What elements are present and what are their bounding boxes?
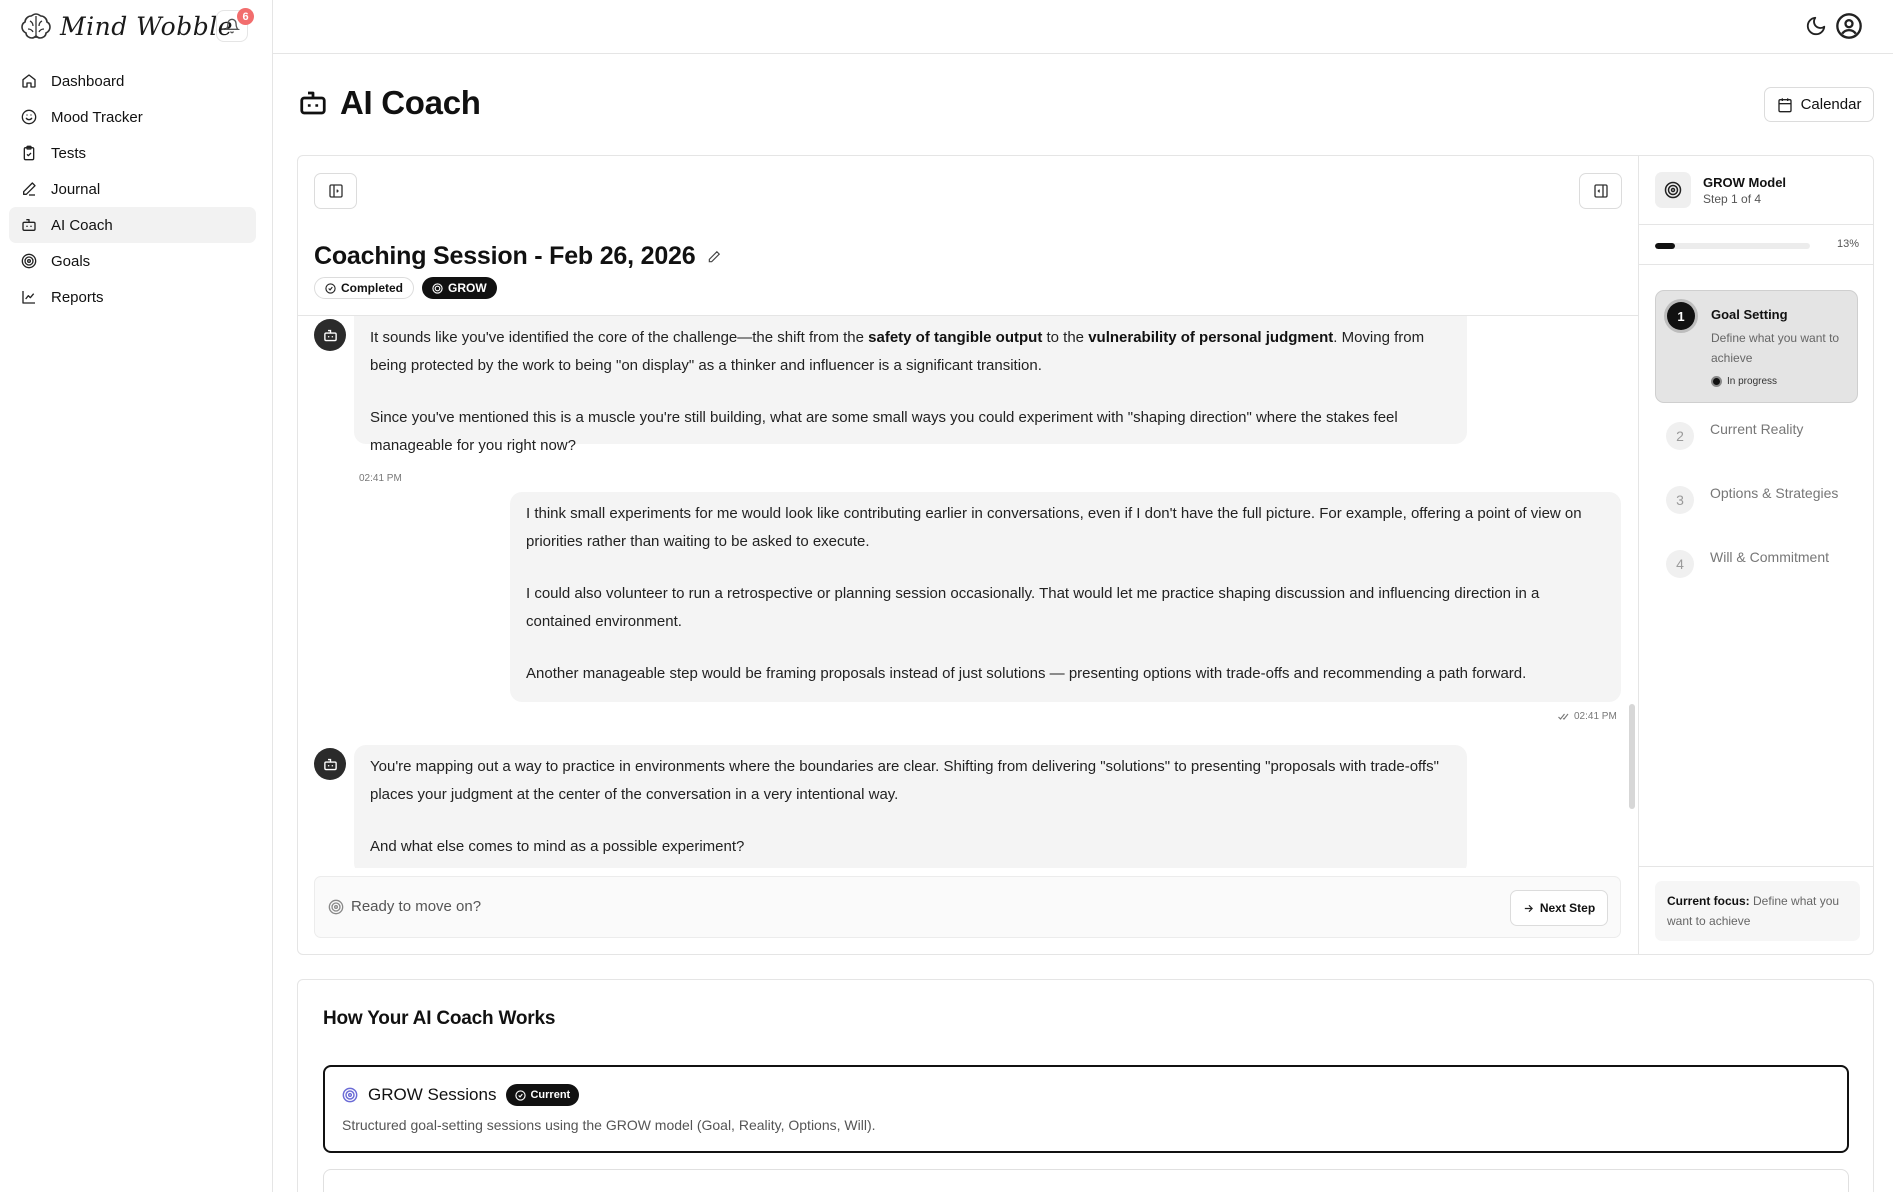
- current-badge-label: Current: [530, 1089, 571, 1101]
- grow-panel-icon-box: [1655, 172, 1691, 208]
- card-description: Structured goal-setting sessions using the GROW model (Goal, Reality, Options, Will).: [342, 1117, 876, 1133]
- step-title: Will & Commitment: [1710, 549, 1830, 565]
- ready-text: Ready to move on?: [351, 898, 482, 915]
- sidebar-item-goals[interactable]: [9, 243, 256, 279]
- brand-name: Mind Wobble: [60, 11, 233, 41]
- target-icon: [432, 283, 443, 294]
- step-status-label: In progress: [1727, 376, 1778, 387]
- session-title-text: Coaching Session - Feb 26, 2026: [314, 242, 696, 270]
- sidebar-item-label: Mood Tracker: [51, 108, 143, 126]
- grow-sessions-card[interactable]: [323, 1065, 1849, 1153]
- divider: [1639, 264, 1874, 265]
- assistant-message: [354, 316, 1467, 454]
- divider: [1639, 224, 1874, 225]
- brain-logo-icon: [20, 10, 52, 42]
- message-paragraph: Another manageable step would be framing proposals instead of just solutions — presenting options with trade-offs and recommending a path forward.: [526, 665, 1527, 682]
- timestamp-text: 02:41 PM: [1574, 711, 1617, 722]
- message-paragraph: Since you've mentioned this is a muscle you're still building, what are some small ways you could experiment with "shaping direction" where the stakes feel manageable for you right now?: [370, 409, 1398, 454]
- moon-icon[interactable]: [1805, 15, 1827, 37]
- card-title: GROW Sessions: [368, 1085, 497, 1104]
- how-it-works-section: [297, 979, 1874, 1192]
- current-focus-label: Current focus:: [1667, 894, 1750, 908]
- message-text: . Moving from being protected by the work to being "on display" as a thinker and influencer is a significant transition.: [370, 329, 1425, 374]
- user-message: [510, 492, 1621, 702]
- check-circle-icon: [325, 283, 336, 294]
- message-list[interactable]: [298, 316, 1638, 868]
- current-focus-box: [1655, 881, 1860, 941]
- step-number: 1: [1667, 302, 1695, 330]
- panel-right-icon: [1593, 183, 1609, 199]
- message-paragraph: And what else comes to mind as a possible experiment?: [370, 838, 745, 855]
- edit-pencil-icon[interactable]: [707, 250, 721, 264]
- bot-icon: [323, 757, 338, 772]
- grow-badge-label: GROW: [448, 281, 487, 295]
- sidebar-item-label: Reports: [51, 288, 104, 306]
- home-icon: [21, 73, 37, 89]
- current-badge: [506, 1084, 579, 1106]
- pen-icon: [21, 181, 37, 197]
- toggle-sessions-sidebar-button[interactable]: [314, 173, 357, 209]
- sidebar-item-label: Goals: [51, 252, 91, 270]
- coaching-session-card: [297, 155, 1874, 955]
- in-progress-dot-icon: [1711, 376, 1722, 387]
- message-paragraph: I could also volunteer to run a retrospective or planning session occasionally. That would let me practice shaping discussion and influencing direction in a contained environment.: [526, 585, 1540, 630]
- smile-icon: [21, 109, 37, 125]
- how-it-works-title: How Your AI Coach Works: [323, 1008, 556, 1029]
- step-number: 2: [1666, 422, 1694, 450]
- chat-scrollbar[interactable]: [1629, 704, 1635, 809]
- sidebar-item-label: Dashboard: [51, 72, 125, 90]
- sidebar: [0, 0, 273, 1192]
- message-timestamp: 02:41 PM: [359, 473, 402, 484]
- page-title: [298, 84, 481, 122]
- ready-to-move-bar: [314, 876, 1621, 938]
- grow-step-goal-setting[interactable]: [1655, 290, 1858, 403]
- session-title: [314, 242, 721, 271]
- step-title: Options & Strategies: [1710, 485, 1839, 501]
- calendar-button-label: Calendar: [1800, 96, 1862, 113]
- grow-panel-title: GROW Model: [1703, 174, 1787, 190]
- message-paragraph: I think small experiments for me would look like contributing earlier in conversations, even if I don't have the full picture. For example, offering a point of view on priorities rather than waiting to be asked to execute.: [526, 505, 1582, 550]
- sidebar-item-dashboard[interactable]: [9, 63, 256, 99]
- step-title: Goal Setting: [1711, 307, 1788, 322]
- grow-progress-bar: [1655, 243, 1810, 249]
- next-mode-card[interactable]: [323, 1169, 1849, 1192]
- double-check-icon: [1558, 712, 1570, 721]
- assistant-avatar: [314, 748, 346, 780]
- status-badge-label: Completed: [341, 281, 404, 295]
- sidebar-item-tests[interactable]: [9, 135, 256, 171]
- top-bar: [273, 0, 1893, 54]
- bot-icon: [21, 217, 37, 233]
- message-timestamp: [1558, 711, 1617, 722]
- arrow-right-icon: [1523, 903, 1534, 914]
- message-bold-text: safety of tangible output: [868, 329, 1043, 346]
- progress-label: 13%: [1836, 238, 1859, 250]
- brand[interactable]: [20, 10, 233, 42]
- grow-step-options[interactable]: [1655, 482, 1858, 522]
- user-circle-icon[interactable]: [1835, 12, 1863, 40]
- sidebar-item-label: AI Coach: [51, 216, 113, 234]
- grow-badge: [422, 277, 497, 299]
- grow-step-will[interactable]: [1655, 546, 1858, 586]
- sidebar-item-journal[interactable]: [9, 171, 256, 207]
- message-bold-text: vulnerability of personal judgment: [1088, 329, 1334, 346]
- bot-icon: [298, 88, 328, 118]
- target-icon: [328, 899, 344, 915]
- notification-count-badge: 6: [237, 8, 254, 25]
- step-description: Define what you want to achieve: [1711, 331, 1840, 365]
- line-chart-icon: [21, 289, 37, 305]
- bot-icon: [323, 328, 338, 343]
- step-title: Current Reality: [1710, 421, 1804, 437]
- sidebar-item-label: Journal: [51, 180, 101, 198]
- progress-fill: [1655, 243, 1675, 249]
- clipboard-check-icon: [21, 145, 37, 161]
- calendar-icon: [1777, 97, 1793, 113]
- sidebar-item-mood-tracker[interactable]: [9, 99, 256, 135]
- sidebar-item-reports[interactable]: [9, 279, 256, 315]
- step-number: 4: [1666, 550, 1694, 578]
- page-title-text: AI Coach: [340, 84, 481, 121]
- grow-model-panel: [1638, 156, 1874, 955]
- sidebar-item-label: Tests: [51, 144, 87, 162]
- step-number: 3: [1666, 486, 1694, 514]
- message-text: It sounds like you've identified the core of the challenge—the shift from the: [370, 329, 869, 346]
- grow-step-current-reality[interactable]: [1655, 418, 1858, 458]
- next-step-button[interactable]: [1510, 890, 1608, 926]
- panel-left-icon: [328, 183, 344, 199]
- notifications-button[interactable]: [216, 10, 248, 42]
- assistant-message: [354, 745, 1467, 868]
- status-badge: [314, 277, 414, 299]
- next-step-label: Next Step: [1539, 901, 1596, 915]
- step-status: [1711, 376, 1777, 387]
- assistant-avatar: [314, 319, 346, 351]
- check-circle-icon: [515, 1090, 526, 1101]
- message-text: to the: [1042, 329, 1089, 346]
- sidebar-item-ai-coach[interactable]: [9, 207, 256, 243]
- toggle-grow-panel-button[interactable]: [1579, 173, 1622, 209]
- message-paragraph: [370, 324, 1451, 380]
- target-icon: [342, 1087, 358, 1103]
- target-icon: [1664, 181, 1682, 199]
- target-icon: [21, 253, 37, 269]
- grow-panel-header: [1655, 172, 1786, 208]
- divider: [1639, 866, 1874, 867]
- card-header: [342, 1084, 579, 1106]
- session-badges: [314, 277, 497, 299]
- chat-area: [298, 156, 1638, 955]
- message-paragraph: You're mapping out a way to practice in environments where the boundaries are clear. Shifting from delivering "solutions" to presenting "proposals with trade-offs" places your judgment at the center of the conversation in a very intentional way.: [370, 758, 1439, 803]
- grow-panel-subtitle: Step 1 of 4: [1703, 191, 1762, 206]
- calendar-button[interactable]: [1764, 87, 1874, 122]
- sidebar-nav: [9, 63, 256, 315]
- current-focus-text: Define what you want to achieve: [1667, 894, 1840, 928]
